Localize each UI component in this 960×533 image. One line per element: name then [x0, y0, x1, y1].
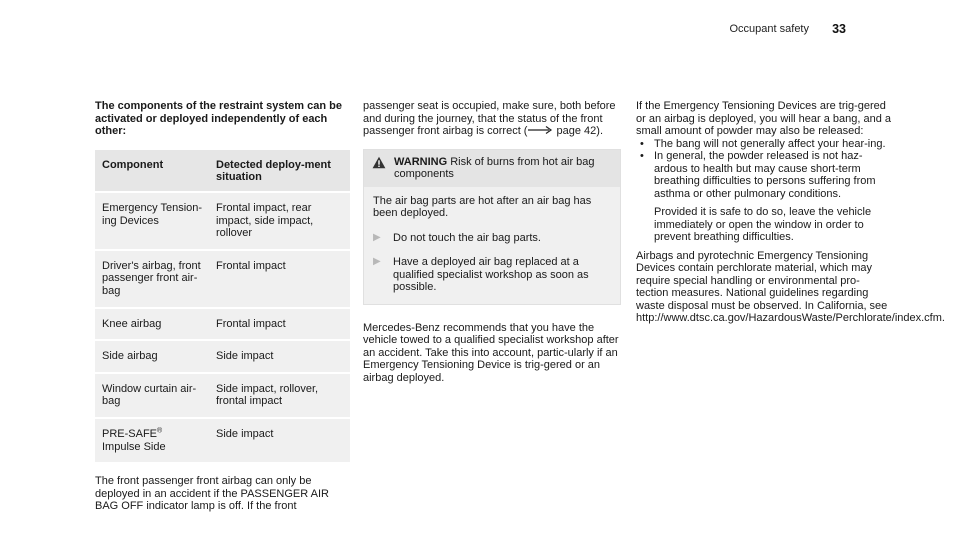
table-heading: The components of the restraint system can be activated or deployed independently of each other:: [95, 100, 342, 138]
page-header: [0, 23, 960, 39]
pre-safe-rest: Impulse Side: [102, 440, 166, 453]
warning-box: [363, 149, 621, 305]
warning-triangle-icon: [372, 156, 386, 169]
column-2: [363, 100, 621, 384]
cell-situation: Frontal impact: [209, 308, 350, 341]
cell-situation: Side impact: [209, 340, 350, 373]
body-paragraph: Mercedes-Benz recommends that you have the vehicle towed to a qualified specialist workshop after an accident. Take this into account, partic-ularly if an Emergency Tensioning Device is trig-gered or an airbag deployed.: [363, 321, 619, 384]
pre-safe-name: PRE-SAFE: [102, 427, 158, 440]
cross-reference-arrow-icon: [527, 125, 553, 137]
step-text: Do not touch the air bag parts.: [393, 231, 541, 244]
components-table: [95, 150, 350, 462]
column-header-component: Component: [95, 150, 209, 192]
table-row: [95, 418, 350, 462]
cell-component: Driver's airbag, front passenger front air-bag: [95, 250, 209, 308]
body-paragraph: The front passenger front airbag can only be deployed in an accident if the PASSENGER AIR BAG OFF indicator lamp is off. If the front: [95, 475, 329, 513]
bullet-icon: •: [640, 150, 644, 162]
column-header-situation: Detected deploy-ment situation: [209, 150, 350, 192]
table-row: [95, 340, 350, 373]
cell-situation: Side impact, rollover, frontal impact: [209, 373, 350, 418]
cell-component: [95, 418, 209, 462]
bullet-list: [636, 138, 891, 201]
warning-text: The air bag parts are hot after an air bag has been deployed.: [373, 194, 592, 219]
body-paragraph: If the Emergency Tensioning Devices are trig-gered or an airbag is deployed, you will hear a bang, and a small amount of powder may also be released:: [636, 100, 892, 137]
bullet-icon: •: [640, 137, 644, 150]
cell-component: Window curtain air-bag: [95, 373, 209, 418]
column-3: [636, 100, 945, 325]
column-1: [95, 100, 350, 513]
instruction-step: [373, 232, 612, 245]
body-paragraph: [363, 100, 621, 138]
intro-text: passenger seat is occupied, make sure, both before and during the journey, that the status of the front passenger front airbag is correct (: [363, 100, 616, 137]
cell-component: Side airbag: [95, 340, 209, 373]
step-arrow-icon: ▶: [373, 256, 381, 267]
cell-component: Emergency Tension-ing Devices: [95, 192, 209, 250]
page-reference-link[interactable]: page 42).: [556, 125, 604, 137]
table-row: [95, 308, 350, 341]
section-title: Occupant safety: [729, 23, 809, 35]
warning-title: [394, 156, 612, 181]
list-item-text: In general, the powder released is not haz-ardous to health but may cause short-term breathing difficulties to persons suffering from asthma or other pulmonary conditions.: [654, 150, 876, 200]
table-row: [95, 192, 350, 250]
list-item: [636, 150, 891, 200]
instruction-step: [373, 256, 612, 294]
warning-label: WARNING: [394, 155, 448, 168]
cell-situation: Side impact: [209, 418, 350, 462]
warning-body: [364, 187, 620, 304]
cell-situation: Frontal impact: [209, 250, 350, 308]
table-row: [95, 250, 350, 308]
warning-header: [364, 150, 620, 187]
step-text: Have a deployed air bag replaced at a qualified specialist workshop as soon as possible.: [393, 256, 589, 293]
warning-subject: Risk of burns from hot air bag components: [394, 155, 595, 180]
page-number: 33: [832, 22, 846, 36]
table-row: [95, 373, 350, 418]
list-item: [636, 138, 891, 151]
step-arrow-icon: ▶: [373, 231, 381, 243]
cell-situation: Frontal impact, rear impact, side impact, rollover: [209, 192, 350, 250]
bullet-note: Provided it is safe to do so, leave the vehicle immediately or open the window in order to prevent breathing difficulties.: [654, 206, 872, 243]
list-item-text: The bang will not generally affect your hear-ing.: [654, 137, 886, 150]
registered-mark: ®: [157, 427, 163, 435]
cell-component: Knee airbag: [95, 308, 209, 341]
table-header-row: [95, 150, 350, 192]
body-paragraph: Airbags and pyrotechnic Emergency Tensioning Devices contain perchlorate material, which may require special handling or environmental pro-tection measures. National guidelines regarding waste disposal must be observed. In California, see http://www.dtsc.ca.gov/HazardousWaste/Perchlorate/index.cfm.: [636, 249, 945, 324]
